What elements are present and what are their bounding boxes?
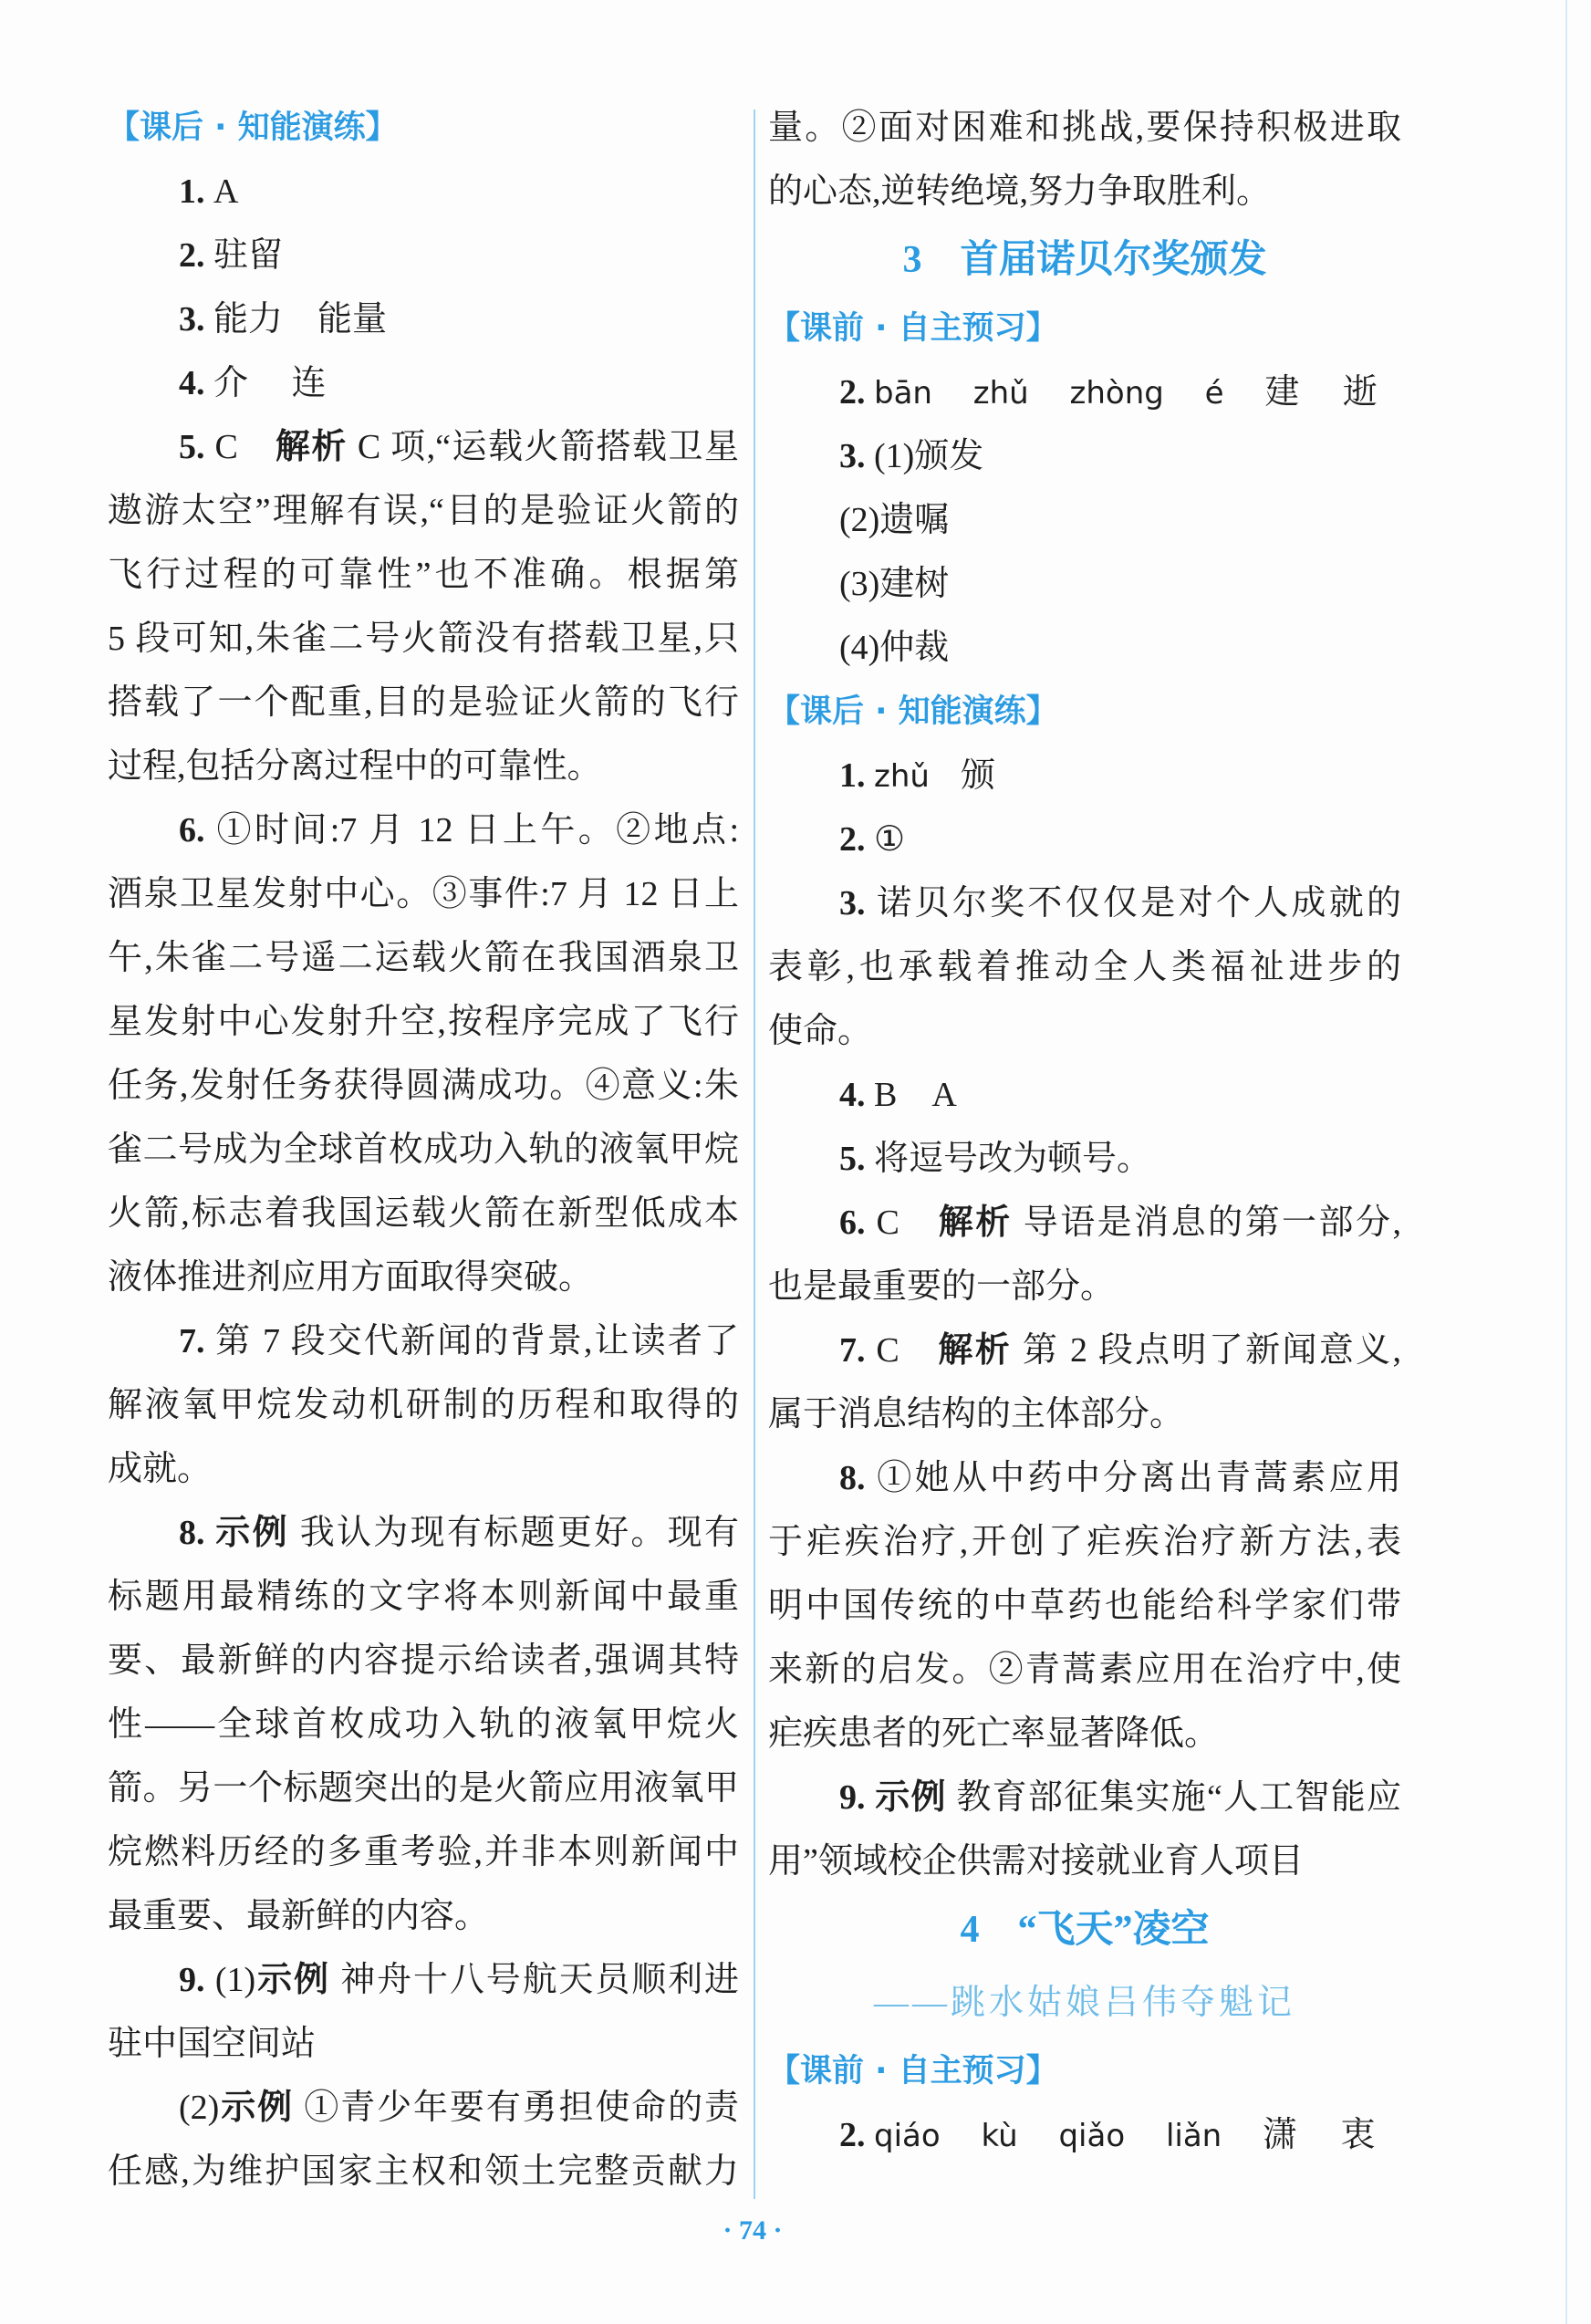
text-segment: (3)建树 [839, 565, 950, 603]
text-segment: 潇 衷 [1263, 2116, 1376, 2154]
text-line [108, 1437, 739, 1501]
text-line [108, 1373, 739, 1437]
text-line [108, 1756, 739, 1820]
text-line [768, 935, 1401, 999]
text-segment: 来新的启发。②青蒿素应用在治疗中,使 [768, 1651, 1401, 1689]
text-line [108, 1565, 739, 1629]
bold-label: 4. [839, 1076, 874, 1114]
text-segment: 建 逝 [1264, 373, 1378, 412]
bold-label: 3. [179, 300, 213, 339]
text-line [768, 1510, 1401, 1574]
bold-label: 5. [179, 428, 215, 466]
bold-label: 8. [839, 1459, 878, 1497]
pinyin-text: zhǔ [874, 758, 961, 795]
text-segment: 第 7 段交代新闻的背景,让读者了 [215, 1322, 739, 1360]
text-segment: 液体推进剂应用方面取得突破。 [108, 1258, 594, 1297]
text-line [108, 1693, 739, 1756]
bold-label: 6. [839, 1204, 877, 1242]
text-line [108, 543, 739, 607]
text-segment: 火箭,标志着我国运载火箭在新型低成本 [108, 1194, 739, 1233]
text-segment: C [876, 1331, 939, 1370]
text-line [768, 1318, 1401, 1382]
text-segment: 能力 能量 [213, 300, 388, 339]
bold-label: 解析 [938, 1204, 1013, 1242]
text-segment: 的心态,逆转绝境,努力争取胜利。 [768, 172, 1272, 211]
lesson-title [768, 224, 1401, 297]
bold-label: 2. [839, 373, 874, 412]
text-line [108, 1820, 739, 1884]
text-segment: (2) [179, 2089, 220, 2127]
bold-label: 示例 [219, 2089, 294, 2127]
text-line [768, 999, 1401, 1063]
section-header [768, 680, 1401, 744]
text-segment: 飞行过程的可靠性”也不准确。根据第 [108, 556, 739, 594]
page-edge-line [1565, 0, 1567, 2324]
text-segment: C [214, 428, 276, 466]
text-segment: (4)仲裁 [839, 629, 950, 667]
text-line [768, 2103, 1401, 2167]
text-segment: (1)颁发 [874, 437, 984, 475]
page-number: · 74 · [723, 2215, 783, 2246]
text-segment: 于疟疾治疗,开创了疟疾治疗新方法,表 [768, 1523, 1401, 1561]
text-line [768, 1382, 1401, 1446]
text-line [768, 1127, 1401, 1191]
text-line [108, 990, 739, 1054]
bold-label: 解析 [938, 1331, 1013, 1370]
text-line [768, 616, 1401, 680]
text-line [108, 1884, 739, 1948]
text-segment: 搭载了一个配重,目的是验证火箭的飞行 [108, 683, 739, 722]
text-line [768, 744, 1401, 808]
bold-label: 7. [839, 1331, 877, 1370]
bold-label: 1. [839, 756, 874, 795]
text-segment: 解液氧甲烷发动机研制的历程和取得的 [108, 1386, 739, 1424]
bold-label: 4. [179, 364, 213, 402]
text-segment: 烷燃料历经的多重考验,并非本则新闻中 [108, 1833, 739, 1871]
right-column [768, 96, 1401, 2167]
text-segment: 【课后 · 知能演练】 [768, 693, 1058, 730]
text-segment: 5 段可知,朱雀二号火箭没有搭载卫星,只 [108, 620, 739, 658]
text-line [768, 1766, 1401, 1829]
text-segment: ——跳水姑娘吕伟夺魁记 [873, 1984, 1295, 2022]
text-segment: 【课前 · 自主预习】 [768, 2053, 1058, 2090]
text-segment: 3 首届诺贝尔奖颁发 [902, 239, 1267, 281]
bold-label: 9. [179, 1961, 215, 1999]
text-line [108, 671, 739, 735]
text-line [768, 1191, 1401, 1255]
text-line [108, 798, 739, 862]
text-segment: 量。②面对困难和挑战,要保持积极进取 [768, 109, 1401, 147]
text-line [108, 735, 739, 798]
text-line [108, 1948, 739, 2012]
text-line [768, 1063, 1401, 1127]
text-segment: 导语是消息的第一部分, [1012, 1204, 1401, 1242]
text-segment: 午,朱雀二号遥二运载火箭在我国酒泉卫 [108, 939, 739, 977]
text-segment: 要、最新鲜的内容提示给读者,强调其特 [108, 1641, 739, 1680]
text-line [768, 1574, 1401, 1638]
text-line [108, 2140, 739, 2204]
text-line [108, 607, 739, 671]
text-line [108, 2012, 739, 2076]
text-line [108, 926, 739, 990]
text-line [108, 1245, 739, 1309]
text-line [108, 1501, 739, 1565]
text-segment: 任务,发射任务获得圆满成功。④意义:朱 [108, 1067, 739, 1105]
text-segment: 使命。 [768, 1012, 873, 1050]
text-segment: C 项,“运载火箭搭载卫星 [347, 428, 739, 466]
bold-label: 2. [839, 2116, 874, 2154]
text-line [108, 287, 739, 351]
text-line [108, 160, 739, 224]
text-segment: 成就。 [108, 1450, 213, 1488]
bold-label: 2. [179, 236, 213, 275]
text-line [768, 360, 1401, 424]
pinyin-text: bān zhǔ zhòng é [874, 375, 1265, 412]
text-segment: 神舟十八号航天员顺利进 [329, 1961, 739, 1999]
section-header [768, 297, 1401, 360]
text-line [108, 351, 739, 415]
section-header [768, 2039, 1401, 2103]
text-line [768, 1446, 1401, 1510]
lesson-title [768, 1893, 1401, 1966]
text-line [768, 488, 1401, 552]
bold-label: 2. [839, 820, 874, 859]
text-segment: 诺贝尔奖不仅仅是对个人成就的 [877, 884, 1401, 922]
text-line [768, 808, 1401, 871]
text-line [768, 1638, 1401, 1702]
text-segment: 性——全球首枚成功入轨的液氧甲烷火 [108, 1705, 739, 1744]
text-segment: 颁 [960, 756, 995, 795]
text-segment: A [213, 172, 239, 211]
column-divider [754, 109, 755, 2199]
text-segment: ① [874, 820, 906, 859]
text-line [768, 1255, 1401, 1318]
text-segment: 我认为现有标题更好。现有 [288, 1514, 739, 1552]
text-segment: 酒泉卫星发射中心。③事件:7 月 12 日上 [108, 875, 739, 913]
text-segment: 雀二号成为全球首枚成功入轨的液氧甲烷 [108, 1131, 739, 1169]
text-line [768, 552, 1401, 616]
text-segment: 【课后 · 知能演练】 [108, 109, 398, 146]
text-segment: 第 2 段点明了新闻意义, [1012, 1331, 1401, 1370]
left-column [108, 96, 739, 2204]
section-header [108, 96, 739, 160]
text-line [768, 424, 1401, 488]
bold-label: 8. 示例 [179, 1514, 289, 1552]
text-line [108, 1054, 739, 1118]
bold-label: 示例 [255, 1961, 330, 1999]
text-line [768, 871, 1401, 935]
text-segment: 将逗号改为顿号。 [874, 1140, 1152, 1178]
bold-label: 1. [179, 172, 213, 211]
text-segment: 4 “飞天”凌空 [960, 1909, 1210, 1951]
text-line [108, 479, 739, 543]
bold-label: 解析 [275, 428, 348, 466]
text-segment: ①时间:7 月 12 日上午。②地点: [216, 811, 739, 849]
bold-label: 5. [839, 1140, 874, 1178]
text-line [108, 862, 739, 926]
text-segment: 教育部征集实施“人工智能应 [946, 1778, 1401, 1817]
text-segment: ①青少年要有勇担使命的责 [293, 2089, 739, 2127]
text-segment: 介 连 [213, 364, 327, 402]
text-segment: 标题用最精练的文字将本则新闻中最重 [108, 1578, 739, 1616]
text-line [768, 1829, 1401, 1893]
text-segment: 疟疾患者的死亡率显著降低。 [768, 1714, 1220, 1753]
text-segment: 遨游太空”理解有误,“目的是验证火箭的 [108, 492, 739, 530]
bold-label: 6. [179, 811, 217, 849]
text-segment: 驻留 [213, 236, 284, 275]
text-line [768, 96, 1401, 160]
text-line [108, 1309, 739, 1373]
bold-label: 7. [179, 1322, 216, 1360]
text-segment: 最重要、最新鲜的内容。 [108, 1897, 490, 1935]
text-line [768, 160, 1401, 224]
lesson-subtitle [768, 1966, 1401, 2039]
pinyin-text: qiáo kù qiǎo liǎn [874, 2118, 1263, 2154]
text-segment: 任感,为维护国家主权和领土完整贡献力 [108, 2152, 739, 2191]
text-segment: B A [874, 1076, 957, 1114]
text-segment: 用”领域校企供需对接就业育人项目 [768, 1842, 1304, 1881]
text-segment: 表彰,也承载着推动全人类福祉进步的 [768, 948, 1401, 986]
text-line [108, 2076, 739, 2140]
text-line [108, 224, 739, 287]
bold-label: 3. [839, 884, 878, 922]
text-line [768, 1702, 1401, 1766]
text-line [108, 415, 739, 479]
text-segment: 【课前 · 自主预习】 [768, 310, 1058, 347]
text-segment: (1) [214, 1961, 256, 1999]
text-segment: ①她从中药中分离出青蒿素应用 [877, 1459, 1401, 1497]
text-line [108, 1629, 739, 1693]
bold-label: 9. 示例 [839, 1778, 947, 1817]
text-segment: (2)遗嘱 [839, 501, 950, 539]
text-line [108, 1182, 739, 1245]
text-segment: 明中国传统的中草药也能给科学家们带 [768, 1587, 1401, 1625]
text-segment: 箭。另一个标题突出的是火箭应用液氧甲 [108, 1769, 739, 1808]
text-segment: 属于消息结构的主体部分。 [768, 1395, 1185, 1433]
bold-label: 3. [839, 437, 874, 475]
text-segment: 星发射中心发射升空,按程序完成了飞行 [108, 1003, 739, 1041]
text-segment: 也是最重要的一部分。 [768, 1267, 1116, 1306]
text-line [108, 1118, 739, 1182]
text-segment: 过程,包括分离过程中的可靠性。 [108, 747, 602, 786]
text-segment: C [876, 1204, 939, 1242]
text-segment: 驻中国空间站 [108, 2025, 317, 2063]
